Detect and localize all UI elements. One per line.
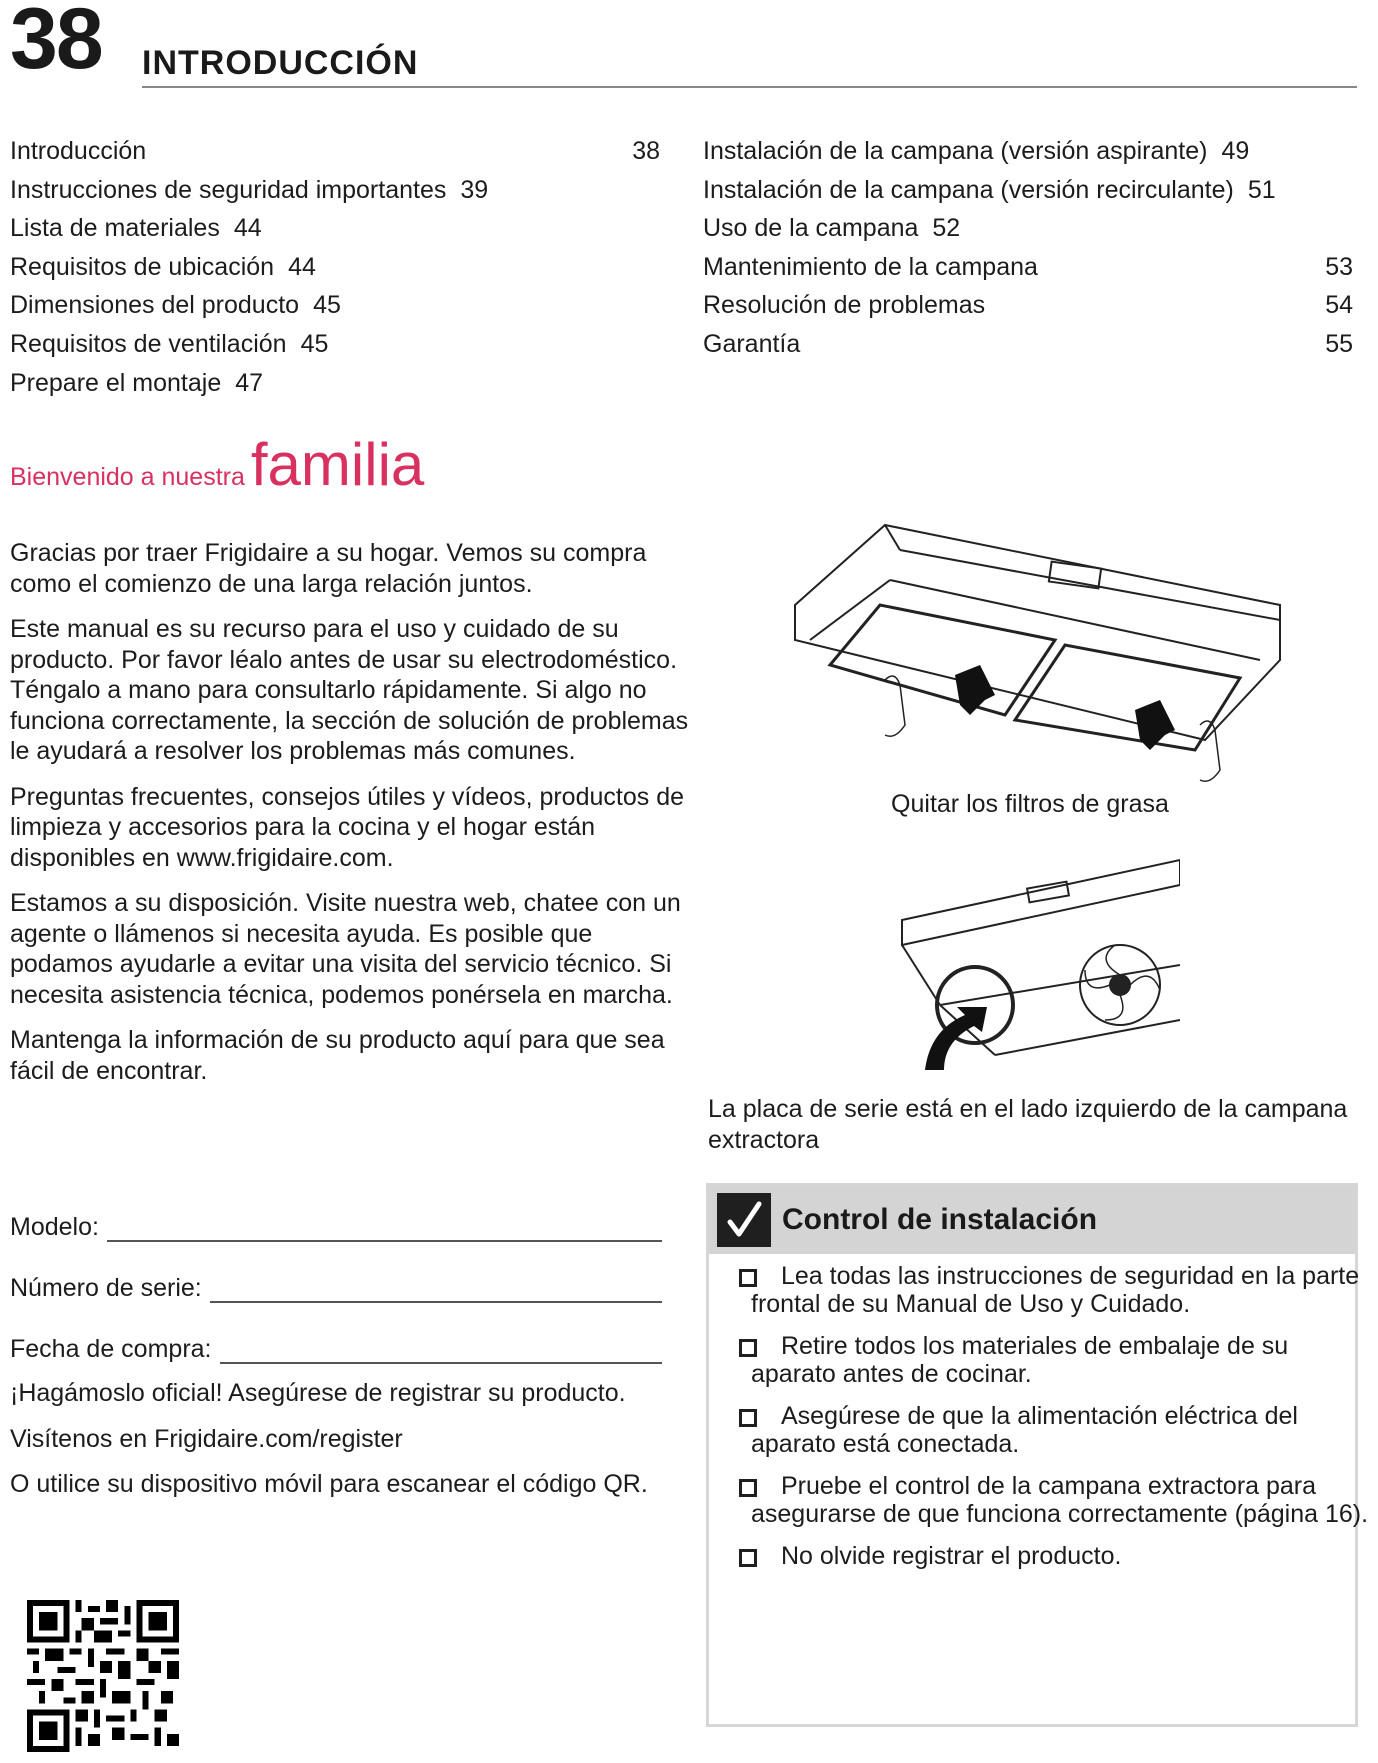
- register-paragraph: ¡Hagámoslo oficial! Asegúrese de registrar su producto.: [10, 1379, 626, 1407]
- checklist-item[interactable]: [739, 1262, 1371, 1318]
- intro-paragraph: Preguntas frecuentes, consejos útiles y vídeos, productos de limpieza y accesorios para la cocina y el hogar están disponibles en www.frigidaire.com.: [10, 782, 684, 872]
- toc-entry-label: Uso de la campana: [703, 214, 919, 243]
- model-field[interactable]: [107, 1214, 662, 1242]
- checklist-item[interactable]: [739, 1332, 1371, 1388]
- toc-entry-label: Lista de materiales: [10, 214, 220, 243]
- checklist-item-text: Asegúrese de que la alimentación eléctrica del aparato está conectada.: [751, 1402, 1298, 1458]
- checklist-item-text: No olvide registrar el producto.: [781, 1542, 1122, 1570]
- toc-entry-page: 44: [288, 252, 316, 281]
- toc-entry[interactable]: [703, 286, 1353, 325]
- page-number: 38: [10, 0, 102, 87]
- checklist-item-text: Pruebe el control de la campana extractora para asegurarse de que funciona correctamente (página 16).: [751, 1472, 1369, 1528]
- product-info-form: [10, 1212, 662, 1395]
- toc-entry-label: Prepare el montaje: [10, 368, 222, 397]
- toc-entry-label: Introducción: [10, 137, 147, 165]
- model-label: Modelo:: [10, 1213, 99, 1241]
- welcome-prefix: Bienvenido a nuestra: [10, 463, 245, 491]
- checkbox-icon[interactable]: [739, 1339, 757, 1357]
- toc-entry-page: 38: [632, 137, 660, 165]
- toc-entry-page: 44: [233, 214, 262, 243]
- checklist-header: [709, 1186, 1355, 1254]
- register-section: [10, 1378, 690, 1515]
- toc-entry-page: 51: [1247, 175, 1276, 204]
- intro-paragraph: Estamos a su disposición. Visite nuestra web, chatee con un agente o llámenos si necesita ayuda. Es posible que podamos ayudarle a evitar una visita del servicio técnico. Si necesita asistencia técnica, podemos ponérsela en marcha.: [10, 889, 681, 1009]
- toc-entry-page: 52: [932, 214, 961, 243]
- toc-entry-label: Instrucciones de seguridad importantes: [10, 175, 447, 204]
- checklist-item[interactable]: [739, 1472, 1371, 1528]
- toc-entry-page: 49: [1221, 137, 1250, 165]
- checklist-item[interactable]: [739, 1542, 1371, 1570]
- toc-entry-page: 45: [300, 329, 329, 358]
- checklist-items: [709, 1254, 1369, 1570]
- toc-entry-label: Resolución de problemas: [703, 291, 986, 320]
- toc-entry[interactable]: [703, 132, 1353, 171]
- installation-checklist: [706, 1183, 1369, 1727]
- purchase-date-row: [10, 1334, 662, 1364]
- serial-plate-caption: La placa de serie está en el lado izquierdo de la campana extractora: [708, 1095, 1348, 1154]
- serial-number-field[interactable]: [210, 1275, 662, 1303]
- grease-filter-removal-illustration: [790, 510, 1290, 790]
- checkbox-icon[interactable]: [739, 1549, 757, 1567]
- purchase-date-field[interactable]: [220, 1336, 663, 1364]
- section-title: INTRODUCCIÓN: [142, 44, 419, 82]
- toc-entry[interactable]: [10, 248, 660, 287]
- toc-left-column: [10, 132, 660, 402]
- checkbox-icon[interactable]: [739, 1479, 757, 1497]
- toc-entry-label: Garantía: [703, 329, 801, 358]
- toc-entry[interactable]: [10, 171, 660, 210]
- intro-paragraph: Este manual es su recurso para el uso y cuidado de su producto. Por favor léalo antes de usar su electrodoméstico. Téngalo a mano para consultarlo rápidamente. Si algo no funciona correctamente, la sección de solución de problemas le ayudará a resolver los problemas más comunes.: [10, 615, 689, 765]
- filters-caption: Quitar los filtros de grasa: [891, 790, 1169, 818]
- toc-entry-page: 54: [1325, 291, 1353, 320]
- header-divider: [142, 86, 1357, 88]
- toc-entry-page: 53: [1325, 252, 1353, 281]
- qr-code-icon[interactable]: [27, 1600, 179, 1752]
- toc-right-column: [703, 132, 1353, 364]
- toc-entry[interactable]: [703, 209, 1353, 248]
- toc-entry[interactable]: [10, 209, 660, 248]
- intro-body: [10, 538, 690, 1101]
- purchase-date-label: Fecha de compra:: [10, 1335, 212, 1363]
- serial-label: Número de serie:: [10, 1274, 202, 1302]
- register-link-text[interactable]: Visítenos en Frigidaire.com/register: [10, 1424, 403, 1453]
- toc-entry-label: Dimensiones del producto: [10, 291, 300, 320]
- checklist-item[interactable]: [739, 1402, 1371, 1458]
- toc-entry[interactable]: [10, 364, 660, 403]
- toc-entry[interactable]: [703, 171, 1353, 210]
- toc-entry-label: Mantenimiento de la campana: [703, 252, 1038, 281]
- toc-entry-label: Instalación de la campana (versión recirculante): [703, 175, 1234, 204]
- toc-entry[interactable]: [10, 286, 660, 325]
- toc-entry-page: 47: [235, 368, 264, 397]
- toc-entry-page: 55: [1325, 329, 1353, 358]
- register-paragraph: O utilice su dispositivo móvil para escanear el código QR.: [10, 1470, 648, 1498]
- checklist-item-text: Retire todos los materiales de embalaje de su aparato antes de cocinar.: [751, 1332, 1289, 1388]
- checkmark-icon: [717, 1193, 771, 1247]
- toc-entry-label: Requisitos de ventilación: [10, 329, 287, 358]
- toc-entry[interactable]: [703, 248, 1353, 287]
- checkbox-icon[interactable]: [739, 1269, 757, 1287]
- checklist-item-text: Lea todas las instrucciones de seguridad en la parte frontal de su Manual de Uso y Cuidado.: [751, 1262, 1360, 1318]
- intro-paragraph: Gracias por traer Frigidaire a su hogar. Vemos su compra como el comienzo de una larga relación juntos.: [10, 539, 647, 598]
- toc-entry[interactable]: [10, 132, 660, 171]
- toc-entry-label: Requisitos de ubicación: [10, 252, 275, 281]
- serial-row: [10, 1273, 662, 1303]
- toc-entry[interactable]: [703, 325, 1353, 364]
- toc-entry-label: Instalación de la campana (versión aspirante): [703, 137, 1208, 165]
- checkbox-icon[interactable]: [739, 1409, 757, 1427]
- welcome-heading: [10, 430, 424, 499]
- serial-plate-illustration: [900, 855, 1180, 1075]
- toc-entry-page: 39: [460, 175, 489, 204]
- checklist-title: Control de instalación: [782, 1203, 1098, 1236]
- toc-entry[interactable]: [10, 325, 660, 364]
- welcome-emphasis: familia: [250, 431, 425, 498]
- toc-entry-page: 45: [313, 291, 341, 320]
- intro-paragraph: Mantenga la información de su producto aquí para que sea fácil de encontrar.: [10, 1026, 665, 1085]
- model-row: [10, 1212, 662, 1242]
